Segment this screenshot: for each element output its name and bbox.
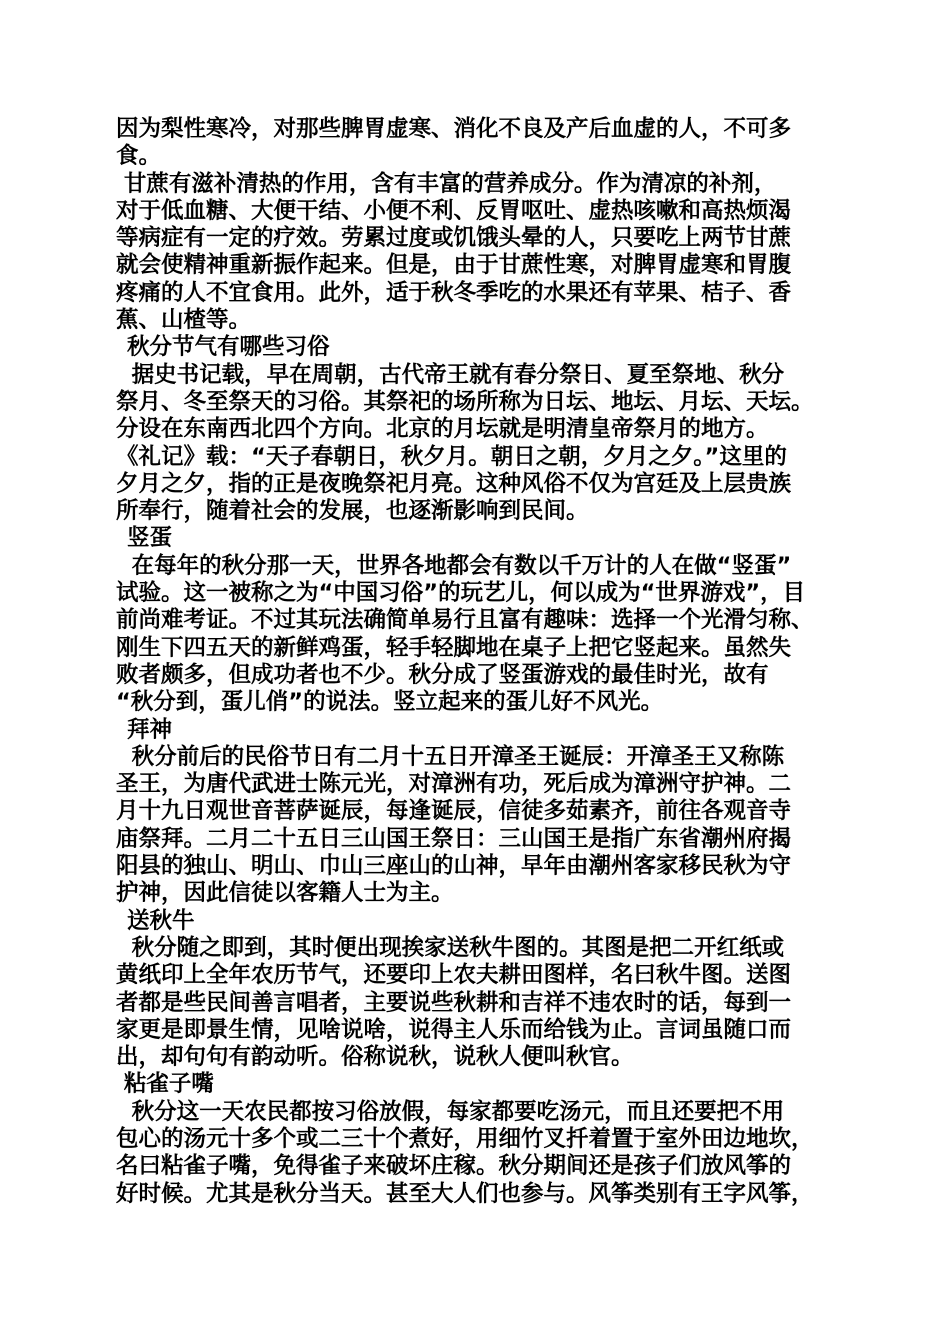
text-line: 试验。这一被称之为“中国习俗”的玩艺儿，何以成为“世界游戏”，目: [116, 580, 806, 607]
text-line: 疼痛的人不宜食用。此外，适于秋冬季吃的水果还有苹果、桔子、香: [116, 279, 792, 306]
section-heading: 拜神: [127, 716, 173, 743]
text-line: 包心的汤元十多个或二三十个煮好，用细竹叉扦着置于室外田边地坎，: [116, 1125, 814, 1152]
text-line: 庙祭拜。二月二十五日三山国王祭日：三山国王是指广东省潮州府揭: [116, 825, 792, 852]
section-heading: 送秋牛: [127, 907, 195, 934]
text-line: 据史书记载，早在周朝，古代帝王就有春分祭日、夏至祭地、秋分: [116, 361, 785, 388]
text-line: 前尚难考证。不过其玩法确简单易行且富有趣味：选择一个光滑匀称、: [116, 607, 814, 634]
text-line: 夕月之夕，指的正是夜晚祭祀月亮。这种风俗不仅为宫廷及上层贵族: [116, 470, 792, 497]
text-line: 好时候。尤其是秋分当天。甚至大人们也参与。风筝类别有王字风筝，: [116, 1180, 814, 1207]
text-line: 月十九日观世音菩萨诞辰，每逢诞辰，信徒多茹素齐，前往各观音寺: [116, 798, 792, 825]
text-line: 所奉行，随着社会的发展，也逐渐影响到民间。: [116, 498, 589, 525]
text-line: 食。: [116, 143, 162, 170]
text-line: 蕉、山楂等。: [116, 307, 252, 334]
text-line: 《礼记》载：“天子春朝日，秋夕月。朝日之朝，夕月之夕。”这里的: [116, 443, 787, 470]
text-line: 秋分这一天农民都按习俗放假，每家都要吃汤元，而且还要把不用: [116, 1098, 785, 1125]
text-line: 黄纸印上全年农历节气，还要印上农夫耕田图样，名曰秋牛图。送图: [116, 962, 792, 989]
text-line: 圣王，为唐代武进士陈元光，对漳洲有功，死后成为漳洲守护神。二: [116, 771, 792, 798]
text-line: 祭月、冬至祭天的习俗。其祭祀的场所称为日坛、地坛、月坛、天坛。: [116, 388, 814, 415]
text-line: 等病症有一定的疗效。劳累过度或饥饿头晕的人，只要吃上两节甘蔗: [116, 225, 792, 252]
section-heading: 秋分节气有哪些习俗: [127, 334, 330, 361]
section-heading: 粘雀子嘴: [116, 1071, 214, 1098]
text-line: 秋分前后的民俗节日有二月十五日开漳圣王诞辰：开漳圣王又称陈: [116, 743, 785, 770]
text-line: 阳县的独山、明山、巾山三座山的山神，早年由潮州客家移民秋为守: [116, 853, 792, 880]
text-line: 分设在东南西北四个方向。北京的月坛就是明清皇帝祭月的地方。: [116, 416, 769, 443]
text-line: 刚生下四五天的新鲜鸡蛋，轻手轻脚地在桌子上把它竖起来。虽然失: [116, 634, 792, 661]
text-line: 对于低血糖、大便干结、小便不利、反胃呕吐、虚热咳嗽和高热烦渴: [116, 197, 792, 224]
text-line: 甘蔗有滋补清热的作用，含有丰富的营养成分。作为清凉的补剂，: [116, 170, 777, 197]
text-line: 在每年的秋分那一天，世界各地都会有数以千万计的人在做“竖蛋”: [116, 552, 792, 579]
text-line: 出，却句句有韵动听。俗称说秋，说秋人便叫秋官。: [116, 1044, 634, 1071]
text-line: 秋分随之即到，其时便出现挨家送秋牛图的。其图是把二开红纸或: [116, 934, 785, 961]
text-line: 护神，因此信徒以客籍人士为主。: [116, 880, 454, 907]
text-line: 家更是即景生情，见啥说啥，说得主人乐而给钱为止。言词虽随口而: [116, 1016, 792, 1043]
text-line: 因为梨性寒冷，对那些脾胃虚寒、消化不良及产后血虚的人，不可多: [116, 116, 792, 142]
text-line: 名曰粘雀子嘴，免得雀子来破坏庄稼。秋分期间还是孩子们放风筝的: [116, 1153, 792, 1180]
text-line: 就会使精神重新振作起来。但是，由于甘蔗性寒，对脾胃虚寒和胃腹: [116, 252, 792, 279]
section-heading: 竖蛋: [127, 525, 173, 552]
document-page: [116, 116, 844, 1208]
text-line: “秋分到，蛋儿俏”的说法。竖立起来的蛋儿好不风光。: [116, 689, 664, 716]
text-line: 者都是些民间善言唱者，主要说些秋耕和吉祥不违农时的话，每到一: [116, 989, 792, 1016]
text-line: 败者颇多，但成功者也不少。秋分成了竖蛋游戏的最佳时光，故有: [116, 661, 769, 688]
